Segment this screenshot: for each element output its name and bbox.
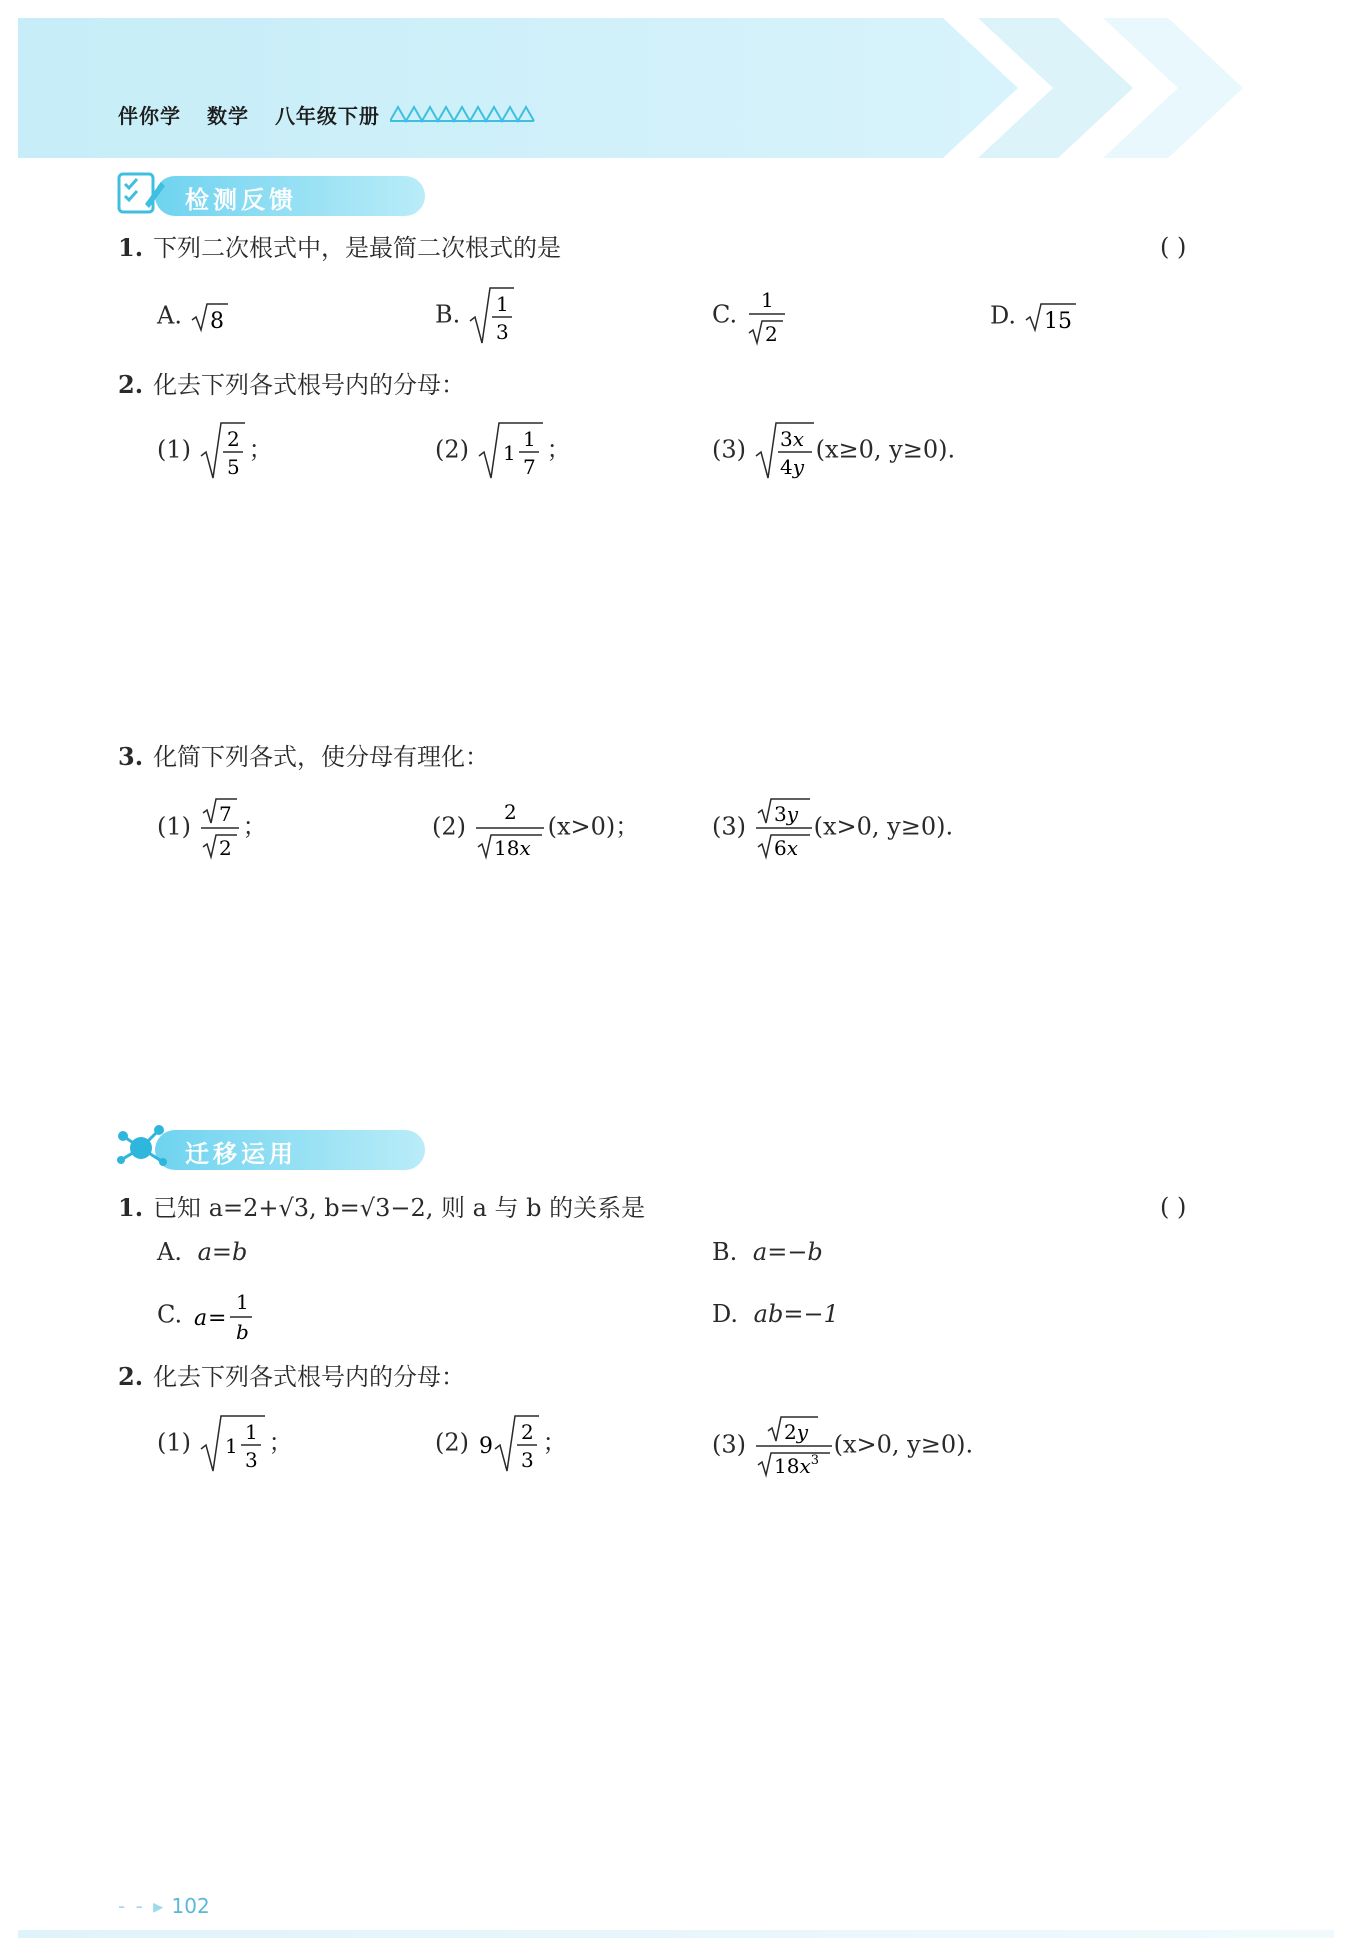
svg-text:8: 8 [209, 309, 224, 334]
footer-bar [18, 1930, 1334, 1938]
option-d[interactable]: D. 15 [990, 300, 1078, 334]
page-header [0, 18, 1350, 158]
option-a[interactable]: A. 8 [157, 300, 230, 334]
option-b[interactable]: B. a=−b [712, 1238, 823, 1266]
svg-text:2: 2 [226, 427, 240, 451]
question-2: 2. 化去下列各式根号内的分母： [118, 1362, 466, 1391]
svg-text:3: 3 [495, 320, 509, 344]
section-title: 迁移运用 [185, 1140, 297, 1168]
svg-text:15: 15 [1043, 309, 1072, 334]
fraction-expression [745, 285, 789, 347]
option-c[interactable]: C. 1 2 [712, 285, 789, 347]
fraction-expression [474, 795, 548, 861]
grade-name: 八年级下册 [274, 104, 380, 128]
fraction-expression [199, 795, 243, 861]
section-tag-transfer [115, 1122, 435, 1170]
question-text: 化去下列各式根号内的分母： [153, 371, 466, 399]
svg-text:7: 7 [522, 455, 536, 479]
subject-name: 数学 [206, 104, 249, 128]
section-title: 检测反馈 [185, 186, 297, 214]
item-3: (3) 3x 4y (x≥0, y≥0). [712, 420, 955, 482]
svg-text:1: 1 [502, 441, 516, 465]
checklist-icon [115, 168, 167, 216]
molecule-icon [115, 1122, 171, 1174]
svg-text:5: 5 [226, 455, 240, 479]
item-1: (1) 1 1 3 ； [157, 1413, 293, 1475]
question-text: 下列二次根式中，是最简二次根式的是 [153, 234, 562, 262]
svg-text:7: 7 [218, 802, 232, 826]
option-c[interactable]: C. a = 1 b [157, 1285, 260, 1347]
question-text: 化简下列各式，使分母有理化： [153, 743, 490, 771]
sqrt-15-expression [1024, 300, 1078, 334]
question-1: 1. 已知 a=2+√3, b=√3−2, 则 a 与 b 的关系是 [118, 1193, 646, 1222]
a-equals-one-over-b-expression [190, 1285, 260, 1347]
arrow-icon: ‑ ‑ ▸ [118, 1894, 166, 1918]
answer-bracket[interactable]: ( ) [1160, 1193, 1187, 1221]
answer-bracket[interactable]: ( ) [1160, 233, 1187, 261]
header-banner [18, 18, 1334, 158]
item-2: (2) 9 2 3 ； [435, 1413, 567, 1475]
svg-text:3x: 3x [779, 427, 804, 451]
fraction-expression [754, 795, 814, 861]
item-3: (3) 2y $18x^3$ (x>0, y≥0). [712, 1413, 973, 1479]
sqrt-mixed-number-expression [477, 420, 547, 482]
svg-text:1: 1 [235, 1290, 249, 1314]
item-2: (2) 2 18x (x>0)； [432, 795, 639, 861]
series-name: 伴你学 [118, 104, 181, 128]
sqrt-fraction-expression [754, 420, 816, 482]
question-text: 化去下列各式根号内的分母： [153, 1363, 466, 1391]
option-a[interactable]: A. a=b [157, 1238, 248, 1266]
option-b[interactable]: B. 1 3 [435, 285, 518, 347]
sqrt-8-expression [190, 300, 230, 334]
sqrt-fraction-expression [199, 420, 249, 482]
svg-text:b: b [235, 1320, 249, 1344]
item-1: (1) 2 5 ； [157, 420, 273, 482]
svg-text:2: 2 [520, 1420, 534, 1444]
svg-text:a: a [193, 1306, 207, 1331]
svg-text:1: 1 [495, 292, 509, 316]
svg-text:6x: 6x [773, 836, 798, 860]
sqrt-mixed-number-expression [199, 1413, 269, 1475]
svg-text:2y: 2y [783, 1420, 808, 1444]
item-3: (3) 3y 6x (x>0, y≥0). [712, 795, 953, 861]
question-text: 已知 a=2+√3, b=√3−2, 则 a 与 b 的关系是 [153, 1194, 646, 1222]
svg-text:18x3: $18x^3$ [773, 1453, 819, 1478]
svg-text:4y: 4y [779, 455, 804, 479]
svg-text:18x: 18x [493, 836, 531, 860]
question-2: 2. 化去下列各式根号内的分母： [118, 370, 466, 399]
svg-text:2: 2 [503, 800, 517, 824]
item-2: (2) 1 1 7 ； [435, 420, 571, 482]
svg-text:3: 3 [520, 1448, 534, 1472]
question-3: 3. 化简下列各式，使分母有理化： [118, 742, 490, 771]
header-title [118, 100, 398, 129]
zigzag-decoration-icon [390, 103, 535, 123]
svg-text:1: 1 [522, 427, 536, 451]
option-d[interactable]: D. ab=−1 [712, 1300, 839, 1328]
svg-text:1: 1 [224, 1434, 238, 1458]
svg-text:3: 3 [244, 1448, 258, 1472]
svg-text:1: 1 [760, 288, 774, 312]
page-number: ‑ ‑ ▸ 102 [118, 1894, 210, 1918]
item-1: (1) 7 2 ； [157, 795, 267, 861]
nine-sqrt-fraction-expression [477, 1413, 543, 1475]
fraction-expression [754, 1413, 834, 1479]
svg-text:9: 9 [478, 1434, 493, 1459]
svg-text:3y: 3y [773, 802, 798, 826]
question-1: 1. 下列二次根式中，是最简二次根式的是 [118, 233, 562, 262]
svg-text:=: = [207, 1306, 227, 1331]
svg-text:2: 2 [764, 322, 778, 346]
section-tag-feedback [115, 168, 435, 216]
sqrt-fraction-expression [468, 285, 518, 347]
svg-text:1: 1 [244, 1420, 258, 1444]
svg-text:2: 2 [218, 836, 232, 860]
